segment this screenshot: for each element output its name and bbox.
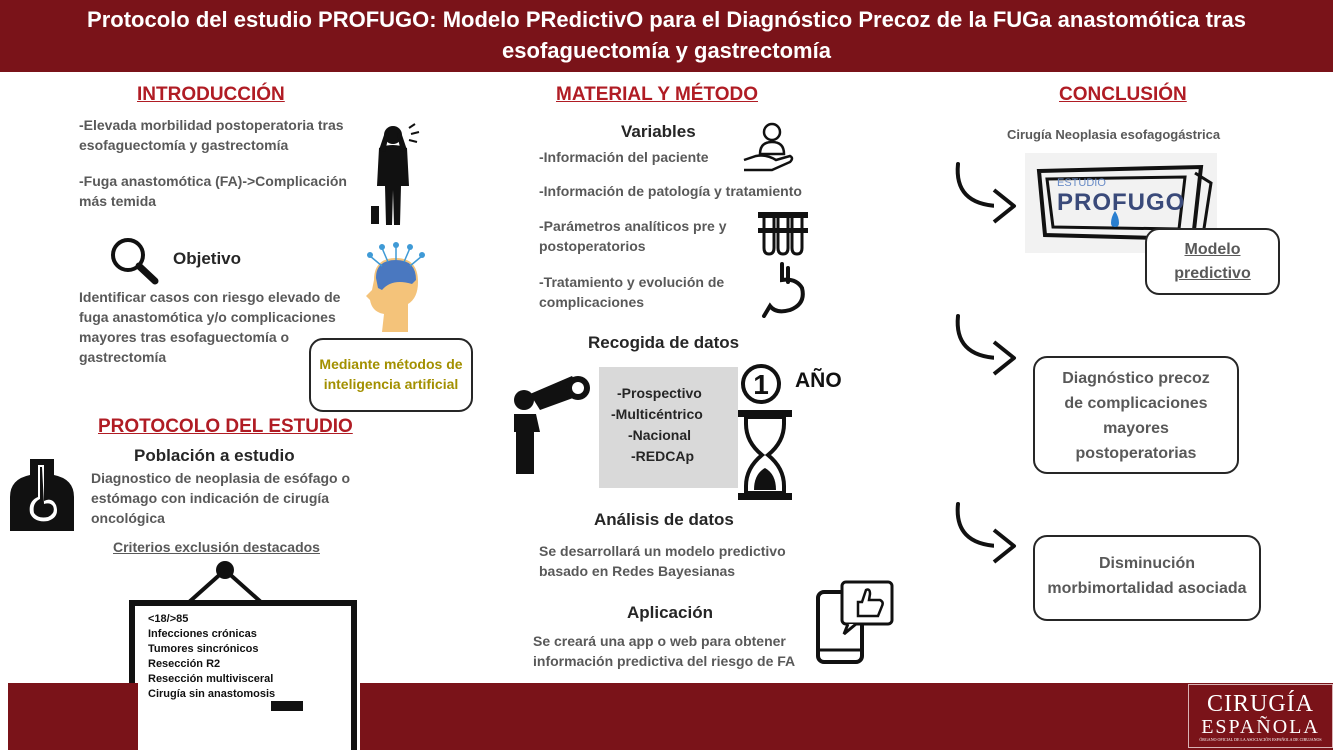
brain-head-icon <box>362 240 428 338</box>
app-title: Aplicación <box>627 603 713 622</box>
year-label: AÑO <box>795 369 842 392</box>
collection-item: -REDCAp <box>631 448 694 464</box>
morbimortality-box: Disminución morbimortalidad asociada <box>1033 535 1261 621</box>
curved-arrow-icon <box>950 160 1020 226</box>
list-item: Cirugía sin anastomosis <box>148 688 276 700</box>
patient-care-icon <box>742 120 796 174</box>
journal-logo <box>1188 684 1333 748</box>
binoculars-person-icon <box>512 372 592 476</box>
list-item: Infecciones crónicas <box>148 628 257 640</box>
protocol-title: PROTOCOLO DEL ESTUDIO <box>98 416 353 437</box>
method-title: MATERIAL Y MÉTODO <box>556 84 758 105</box>
variable-item: -Información de patología y tratamiento <box>539 183 802 199</box>
objective-text: Identificar casos con riesgo elevado de fuga anastomótica y/o complicaciones mayores tras esofaguectomía o gastrectomía <box>79 289 341 365</box>
list-item: <18/>85 <box>148 613 189 625</box>
variable-item: -Tratamiento y evolución de complicaciones <box>539 274 725 310</box>
early-diagnosis-box: Diagnóstico precoz de complicaciones mayores postoperatorias <box>1033 356 1239 474</box>
conclusion-title: CONCLUSIÓN <box>1059 84 1187 105</box>
stressed-person-icon <box>365 120 425 228</box>
variables-title: Variables <box>621 122 696 141</box>
test-tubes-icon <box>756 210 810 256</box>
app-text: Se creará una app o web para obtener información predictiva del riesgo de FA <box>533 633 796 669</box>
predictive-model-box: Modelo predictivo <box>1145 228 1280 295</box>
list-item: Resección R2 <box>148 658 221 670</box>
variable-item: -Parámetros analíticos pre y postoperatorios <box>539 218 727 254</box>
ai-methods-box: Mediante métodos de inteligencia artificial <box>309 338 473 412</box>
intro-paragraph-2: -Fuga anastomótica (FA)->Complicación más temida <box>79 173 347 209</box>
analysis-title: Análisis de datos <box>594 510 734 529</box>
hourglass-icon <box>738 410 792 500</box>
collection-item: -Nacional <box>628 427 692 443</box>
journal-name-line1: CIRUGÍA <box>1207 691 1314 717</box>
analysis-text: Se desarrollará un modelo predictivo basado en Redes Bayesianas <box>539 543 786 579</box>
collection-item: -Multicéntrico <box>611 406 703 422</box>
intro-title: INTRODUCCIÓN <box>137 84 285 105</box>
population-title: Población a estudio <box>134 446 295 465</box>
stomach-icon <box>760 262 810 318</box>
exclusion-list <box>148 612 275 702</box>
variable-item: -Información del paciente <box>539 149 709 165</box>
page-title: Protocolo del estudio PROFUGO: Modelo PRedictivO para el Diagnóstico Precoz de la FUGa anastomótica tras esofaguectomía y gastrectomía <box>87 7 1246 63</box>
logo-small-text: ESTUDIO <box>1057 177 1106 189</box>
logo-big-text: PROFUGO <box>1057 189 1186 216</box>
objective-title: Objetivo <box>173 249 242 268</box>
list-item: Resección multivisceral <box>148 673 274 685</box>
phone-thumbs-up-icon <box>814 580 896 664</box>
header-banner <box>0 0 1333 72</box>
intro-paragraph-1: -Elevada morbilidad postoperatoria tras esofaguectomía y gastrectomía <box>79 117 344 153</box>
collection-item: -Prospectivo <box>617 385 702 401</box>
footer-bar-left <box>8 683 138 750</box>
journal-subtitle: ÓRGANO OFICIAL DE LA ASOCIACIÓN ESPAÑOLA DE CIRUJANOS <box>1199 737 1322 742</box>
digestive-torso-icon <box>8 457 76 533</box>
curved-arrow-icon <box>950 500 1020 566</box>
conclusion-subtitle: Cirugía Neoplasia esofagogástrica <box>1007 127 1221 142</box>
list-item: Tumores sincrónicos <box>148 643 259 655</box>
collection-title: Recogida de datos <box>588 333 740 352</box>
year-number: 1 <box>741 364 781 404</box>
journal-name-line2: ESPAÑOLA <box>1201 716 1320 738</box>
population-text: Diagnostico de neoplasia de esófago o estómago con indicación de cirugía oncológica <box>91 470 351 526</box>
exclusion-title: Criterios exclusión destacados <box>113 539 320 555</box>
curved-arrow-icon <box>950 312 1020 378</box>
magnifier-icon <box>108 235 160 285</box>
